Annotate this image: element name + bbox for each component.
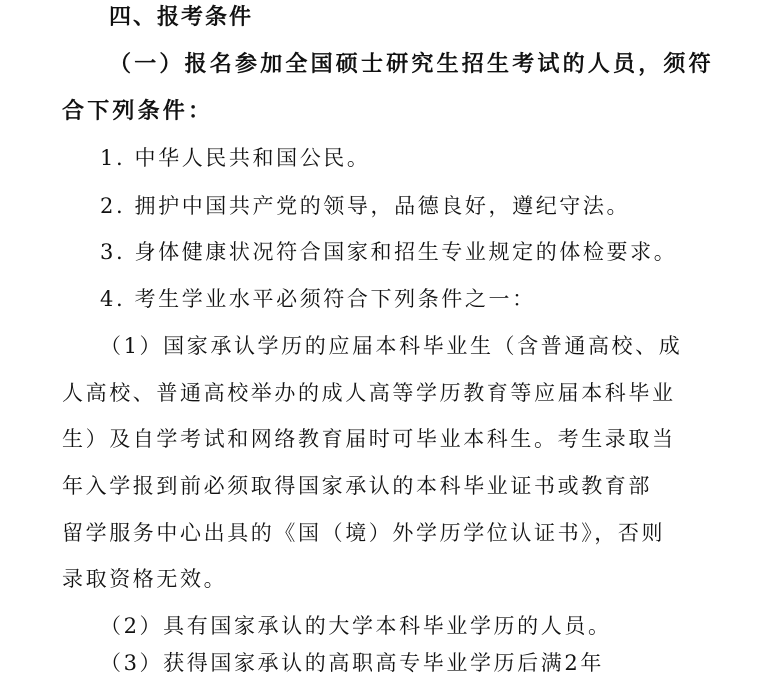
sub-condition-2-line1: （2）具有国家承认的大学本科毕业学历的人员。 (100, 614, 612, 638)
sub-condition-1-line2: 人高校、普通高校举办的成人高等学历教育等应届本科毕业 (62, 381, 676, 405)
condition-item-1: 1. 中华人民共和国公民。 (100, 146, 371, 170)
sub-condition-1-line6: 录取资格无效。 (62, 567, 228, 591)
sub-condition-1-line5: 留学服务中心出具的《国（境）外学历学位认证书》，否则 (62, 521, 666, 545)
sub-condition-1-line1: （1）国家承认学历的应届本科毕业生（含普通高校、成 (100, 334, 683, 358)
subsection-heading-line2: 合下列条件： (62, 99, 214, 124)
condition-item-4: 4. 考生学业水平必须符合下列条件之一： (100, 287, 536, 311)
section-heading: 四、报考条件 (109, 5, 254, 30)
condition-item-2: 2. 拥护中国共产党的领导，品德良好，遵纪守法。 (100, 194, 631, 218)
sub-condition-1-line4: 年入学报到前必须取得国家承认的本科毕业证书或教育部 (62, 474, 652, 498)
cutoff-line: （3）获得国家承认的高职高专毕业学历后满2年 (100, 651, 604, 675)
subsection-heading-line1: （一）报名参加全国硕士研究生招生考试的人员，须符 (109, 52, 714, 77)
condition-item-3: 3. 身体健康状况符合国家和招生专业规定的体检要求。 (100, 240, 678, 264)
sub-condition-1-line3: 生）及自学考试和网络教育届时可毕业本科生。考生录取当 (62, 427, 676, 451)
